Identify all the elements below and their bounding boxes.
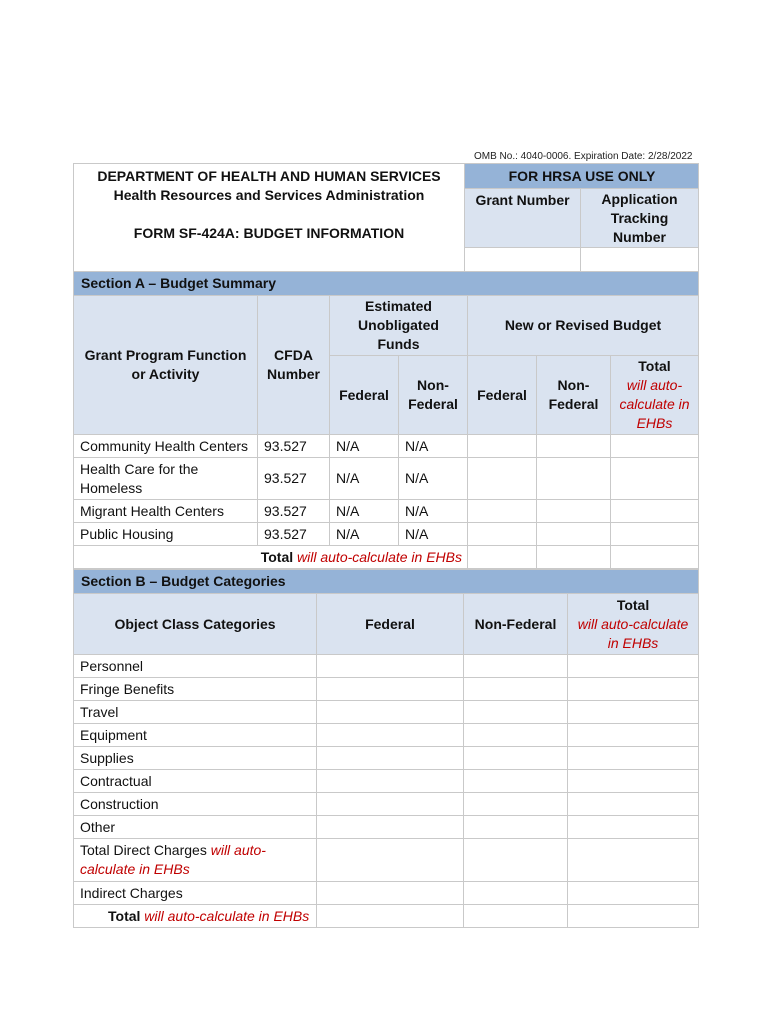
new-federal-header: Federal (468, 356, 537, 435)
table-row (74, 724, 699, 747)
omb-number: OMB No.: 4040-0006. Expiration Date: 2/28/2022 (474, 151, 693, 162)
program-name: Health Care for the Homeless (74, 458, 258, 500)
category-label: Supplies (74, 747, 317, 770)
total-cell (568, 747, 699, 770)
estimated-unobligated-header: Estimated Unobligated Funds (330, 296, 468, 356)
indirect-charges-row (74, 882, 699, 905)
hrsa-use-only: FOR HRSA USE ONLY (465, 164, 699, 189)
total-header: Total will auto-calculate in EHBs (568, 594, 699, 655)
federal-input[interactable] (317, 770, 464, 793)
department-name: DEPARTMENT OF HEALTH AND HUMAN SERVICES (97, 168, 441, 184)
program-name: Migrant Health Centers (74, 500, 258, 523)
table-row (74, 770, 699, 793)
new-nonfederal-header: Non- Federal (537, 356, 611, 435)
section-a-table (73, 271, 699, 569)
total-cell (568, 770, 699, 793)
object-class-header: Object Class Categories (74, 594, 317, 655)
federal-input[interactable] (317, 747, 464, 770)
total-cell (568, 724, 699, 747)
new-federal-input[interactable] (468, 523, 537, 546)
program-name: Public Housing (74, 523, 258, 546)
direct-total-cell (568, 839, 699, 882)
grand-total-cell (568, 905, 699, 928)
total-direct-charges-label: Total Direct Charges will auto- calculate in EHBs (74, 839, 317, 882)
federal-input[interactable] (317, 701, 464, 724)
application-tracking-header: Application Tracking Number (581, 189, 699, 248)
grant-number-header: Grant Number (465, 189, 581, 248)
new-total-cell (611, 435, 699, 458)
section-b-table (73, 569, 699, 928)
nonfederal-input[interactable] (464, 724, 568, 747)
nonfederal-input[interactable] (464, 655, 568, 678)
cfda-number: 93.527 (258, 458, 330, 500)
new-federal-input[interactable] (468, 500, 537, 523)
indirect-charges-label: Indirect Charges (74, 882, 317, 905)
total-cell (568, 678, 699, 701)
indirect-nonfederal-input[interactable] (464, 882, 568, 905)
est-nonfederal-header: Non- Federal (399, 356, 468, 435)
program-name: Community Health Centers (74, 435, 258, 458)
application-tracking-input[interactable] (581, 248, 699, 272)
table-row (74, 793, 699, 816)
category-label: Personnel (74, 655, 317, 678)
est-nonfederal-value: N/A (399, 500, 468, 523)
grant-number-input[interactable] (465, 248, 581, 272)
indirect-federal-input[interactable] (317, 882, 464, 905)
section-b-total-row (74, 905, 699, 928)
federal-input[interactable] (317, 724, 464, 747)
table-row (74, 458, 699, 500)
total-cell (568, 701, 699, 724)
total-federal-cell (468, 546, 537, 569)
new-nonfederal-input[interactable] (537, 458, 611, 500)
new-nonfederal-input[interactable] (537, 500, 611, 523)
est-federal-value: N/A (330, 435, 399, 458)
table-row (74, 435, 699, 458)
nonfederal-input[interactable] (464, 793, 568, 816)
new-revised-budget-header: New or Revised Budget (468, 296, 699, 356)
table-row (74, 500, 699, 523)
cfda-header: CFDA Number (258, 296, 330, 435)
total-cell (568, 793, 699, 816)
table-row (74, 523, 699, 546)
federal-input[interactable] (317, 793, 464, 816)
category-label: Fringe Benefits (74, 678, 317, 701)
new-federal-input[interactable] (468, 435, 537, 458)
table-row (74, 816, 699, 839)
section-a-title: Section A – Budget Summary (74, 272, 699, 296)
section-a-total-label: Total will auto-calculate in EHBs (74, 546, 468, 569)
section-a-total-row (74, 546, 699, 569)
est-federal-header: Federal (330, 356, 399, 435)
cfda-number: 93.527 (258, 435, 330, 458)
nonfederal-input[interactable] (464, 816, 568, 839)
table-row (74, 655, 699, 678)
table-row (74, 678, 699, 701)
category-label: Contractual (74, 770, 317, 793)
est-nonfederal-value: N/A (399, 435, 468, 458)
direct-nonfederal-cell (464, 839, 568, 882)
table-row (74, 701, 699, 724)
program-function-header: Grant Program Function or Activity (74, 296, 258, 435)
category-label: Travel (74, 701, 317, 724)
table-row (74, 747, 699, 770)
nonfederal-input[interactable] (464, 770, 568, 793)
nonfederal-input[interactable] (464, 678, 568, 701)
total-cell (568, 816, 699, 839)
nonfederal-header: Non-Federal (464, 594, 568, 655)
federal-header: Federal (317, 594, 464, 655)
total-cell (568, 655, 699, 678)
section-b-title: Section B – Budget Categories (74, 570, 699, 594)
header-table (73, 163, 699, 272)
grand-nonfederal-cell (464, 905, 568, 928)
total-nonfederal-cell (537, 546, 611, 569)
direct-federal-cell (317, 839, 464, 882)
category-label: Equipment (74, 724, 317, 747)
indirect-total-cell (568, 882, 699, 905)
cfda-number: 93.527 (258, 500, 330, 523)
cfda-number: 93.527 (258, 523, 330, 546)
nonfederal-input[interactable] (464, 747, 568, 770)
grand-federal-cell (317, 905, 464, 928)
est-nonfederal-value: N/A (399, 458, 468, 500)
new-nonfederal-input[interactable] (537, 523, 611, 546)
agency-name: Health Resources and Services Administration (113, 187, 425, 203)
new-total-header: Total will auto- calculate in EHBs (611, 356, 699, 435)
est-federal-value: N/A (330, 523, 399, 546)
nonfederal-input[interactable] (464, 701, 568, 724)
section-b-total-label: Total will auto-calculate in EHBs (74, 905, 317, 928)
federal-input[interactable] (317, 655, 464, 678)
total-total-cell (611, 546, 699, 569)
total-direct-charges-row (74, 839, 699, 882)
federal-input[interactable] (317, 678, 464, 701)
est-nonfederal-value: N/A (399, 523, 468, 546)
federal-input[interactable] (317, 816, 464, 839)
new-nonfederal-input[interactable] (537, 435, 611, 458)
est-federal-value: N/A (330, 500, 399, 523)
form-title: FORM SF-424A: BUDGET INFORMATION (133, 225, 405, 241)
new-federal-input[interactable] (468, 458, 537, 500)
form-heading (74, 164, 465, 272)
category-label: Other (74, 816, 317, 839)
new-total-cell (611, 458, 699, 500)
category-label: Construction (74, 793, 317, 816)
est-federal-value: N/A (330, 458, 399, 500)
new-total-cell (611, 500, 699, 523)
new-total-cell (611, 523, 699, 546)
